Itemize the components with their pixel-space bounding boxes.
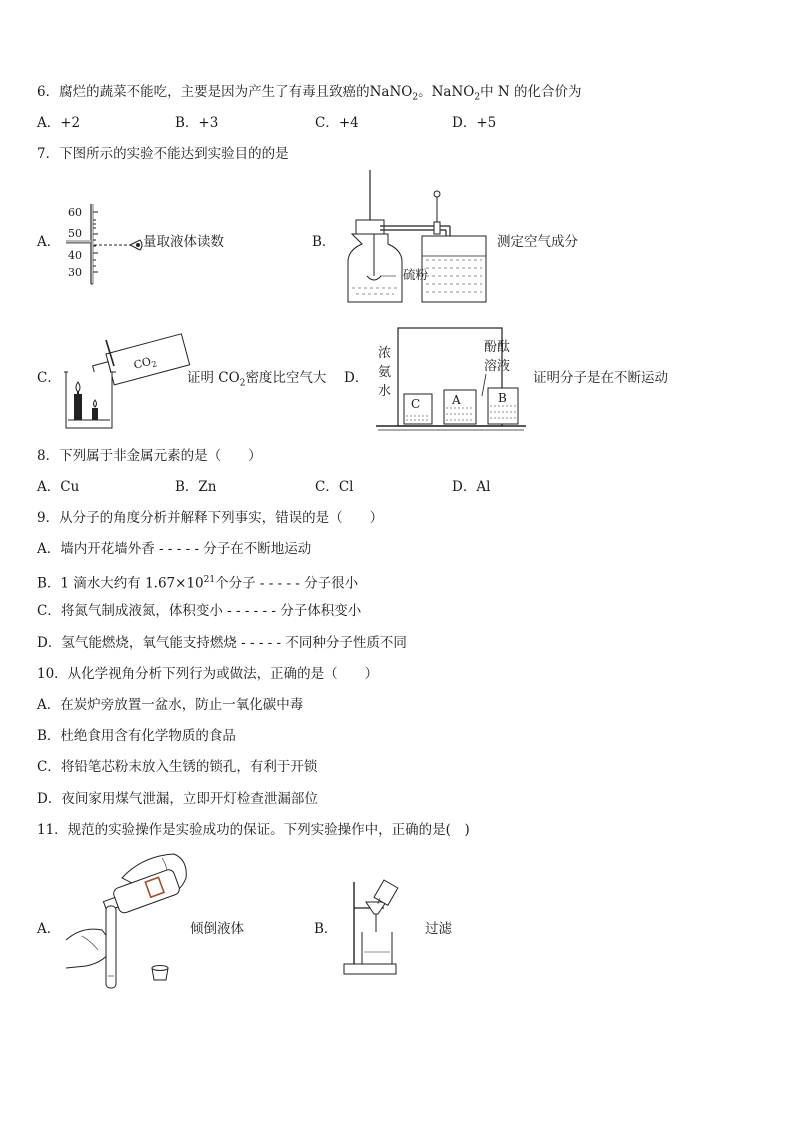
flame-icon: [76, 382, 80, 392]
q9-stem: 9．从分子的角度分析并解释下列事实，错误的是（ ）: [37, 510, 384, 526]
q11-b-caption: 过滤: [425, 921, 452, 937]
q7-d-letter: D．: [344, 370, 369, 386]
q7-d-caption: 证明分子是在不断运动: [533, 370, 668, 386]
tick-label: 60: [68, 206, 82, 219]
q8-option-d: D．Al: [452, 479, 491, 495]
q10-option-a: A．在炭炉旁放置一盆水，防止一氧化碳中毒: [37, 697, 304, 713]
q11-stem: 11．规范的实验操作是实验成功的保证。下列实验操作中，正确的是( ): [37, 822, 470, 838]
tick-label: 50: [68, 227, 82, 240]
q11-b-filter-figure: [340, 878, 416, 980]
q9-option-d: D．氢气能燃烧，氧气能支持燃烧 - - - - - 不同种分子性质不同: [37, 635, 407, 651]
q11-b-letter: B．: [314, 921, 338, 937]
q11-a-caption: 倾倒液体: [190, 921, 244, 937]
q9-option-c: C．将氮气制成液氮，体积变小 - - - - - - 分子体积变小: [37, 603, 362, 619]
tick-label: 30: [68, 266, 82, 279]
q7-b-tag: 硫粉: [403, 267, 429, 282]
q8-option-a: A．Cu: [37, 479, 80, 495]
q6-stem: 6．腐烂的蔬菜不能吃，主要是因为产生了有毒且致癌的NaNO$_2$。NaNO$_2$中 N 的化合价为: [37, 84, 582, 103]
svg-text:CO2: $CO_2$: [132, 354, 158, 372]
q7-b-caption: 测定空气成分: [497, 234, 578, 250]
q6-option-c: C．+4: [315, 115, 359, 131]
tick-label: 40: [68, 249, 82, 262]
q7-d-right-label: 酚酞 溶液: [484, 340, 511, 374]
q7-c-letter: C．: [37, 370, 61, 386]
q9-option-b: B．1 滴水大约有 $1.67\times 10^{21}$个分子 - - - - - 分子很小: [37, 575, 359, 592]
q6-option-a: A．+2: [37, 115, 81, 131]
q10-option-b: B．杜绝食用含有化学物质的食品: [37, 728, 236, 744]
q11-a-pouring-figure: [62, 850, 192, 992]
q7-c-caption: 证明 $CO_2$密度比空气大: [187, 370, 327, 389]
q10-stem: 10．从化学视角分析下列行为或做法，正确的是（ ）: [37, 666, 379, 682]
svg-text:C: C: [411, 397, 421, 411]
q6-option-d: D．+5: [452, 115, 497, 131]
q7-c-candle-figure: [62, 328, 192, 438]
svg-text:A: A: [452, 393, 461, 407]
q9-option-a: A．墙内开花墙外香 - - - - - 分子在不断地运动: [37, 541, 312, 557]
q6-option-b: B．+3: [175, 115, 219, 131]
q7-b-letter: B．: [312, 234, 336, 250]
q7-b-apparatus-figure: [340, 170, 500, 310]
q8-option-c: C．Cl: [315, 479, 354, 495]
q8-stem: 8．下列属于非金属元素的是（ ）: [37, 448, 262, 464]
q7-a-caption: 量取液体读数: [143, 234, 224, 250]
svg-text:B: B: [498, 391, 507, 405]
q7-stem: 7．下图所示的实验不能达到实验目的的是: [37, 146, 289, 162]
q8-option-b: B．Zn: [175, 479, 217, 495]
q10-option-d: D．夜间家用煤气泄漏，立即开灯检查泄漏部位: [37, 791, 318, 807]
q10-option-c: C．将铅笔芯粉末放入生锈的锁孔，有利于开锁: [37, 759, 318, 775]
q11-a-letter: A．: [37, 921, 61, 937]
q7-a-letter: A．: [37, 234, 61, 250]
q7-d-left-label: 浓 氨 水: [378, 346, 392, 399]
